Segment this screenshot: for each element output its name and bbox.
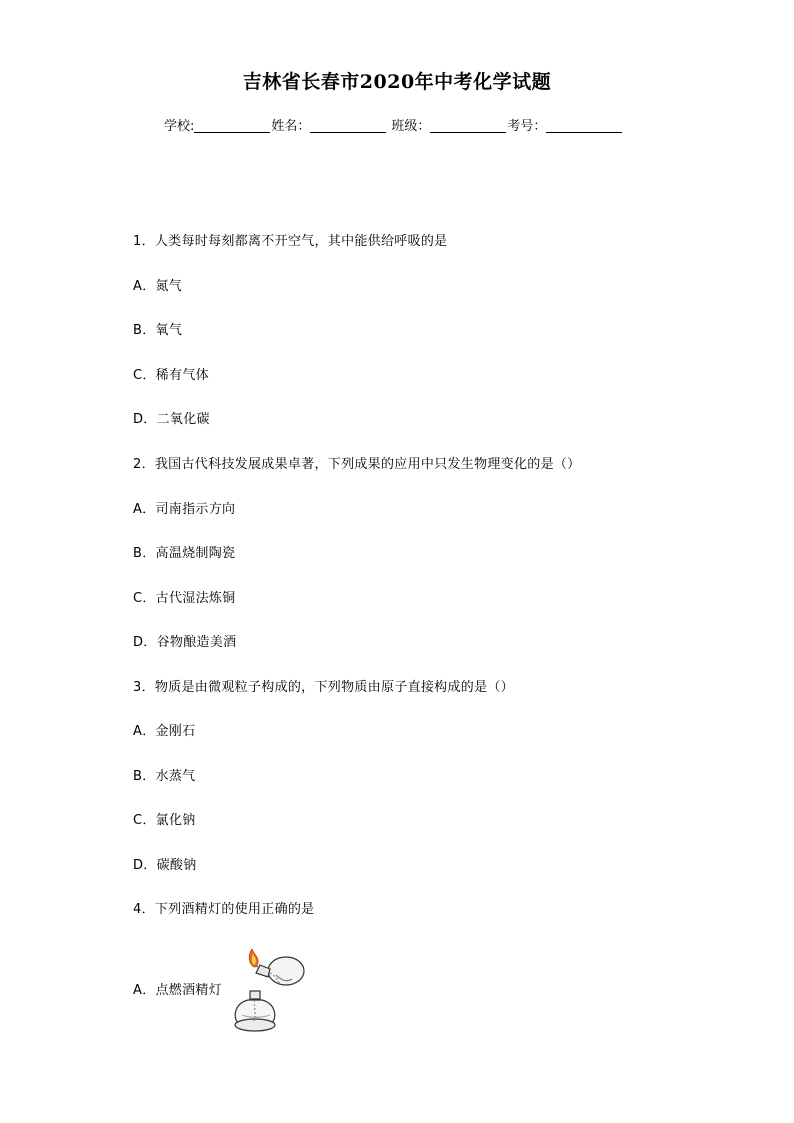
question-2-option-c: C．古代湿法炼铜 [133,591,236,606]
question-1-stem: 1．人类每时每刻都离不开空气，其中能供给呼吸的是 [133,234,448,249]
name-blank[interactable] [310,118,386,133]
question-3-option-d: D．碳酸钠 [133,858,197,873]
question-3-option-b: B．水蒸气 [133,769,196,784]
question-3-stem: 3．物质是由微观粒子构成的，下列物质由原子直接构成的是（） [133,680,514,695]
tilted-lamp-icon [252,957,304,985]
question-1-option-b: B．氧气 [133,323,183,338]
question-2-option-d: D．谷物酿造美酒 [133,635,237,650]
question-1-option-c: C．稀有气体 [133,368,209,383]
name-label: 姓名： [271,119,311,134]
student-info-line [164,118,623,136]
question-4-option-a: A．点燃酒精灯 [133,983,222,998]
page-title: 吉林省长春市2020年中考化学试题 [242,71,552,93]
class-blank[interactable] [430,118,506,133]
question-1-option-a: A．氮气 [133,279,183,294]
upright-lamp-icon [235,991,275,1031]
question-2-option-b: B．高温烧制陶瓷 [133,546,236,561]
school-label: 学校: [164,119,195,134]
question-2-stem: 2．我国古代科技发展成果卓著，下列成果的应用中只发生物理变化的是（） [133,457,581,472]
exam-no-label: 考号： [507,119,547,134]
question-4-stem: 4．下列酒精灯的使用正确的是 [133,902,315,917]
question-1-option-d: D．二氧化碳 [133,412,210,427]
class-label: 班级： [391,119,431,134]
question-3-option-a: A．金刚石 [133,724,196,739]
alcohol-lamp-lighting-illustration [226,945,312,1037]
school-blank[interactable] [194,118,270,133]
question-2-option-a: A．司南指示方向 [133,502,236,517]
exam-no-blank[interactable] [546,118,622,133]
question-3-option-c: C．氯化钠 [133,813,196,828]
flame-icon [249,949,258,967]
